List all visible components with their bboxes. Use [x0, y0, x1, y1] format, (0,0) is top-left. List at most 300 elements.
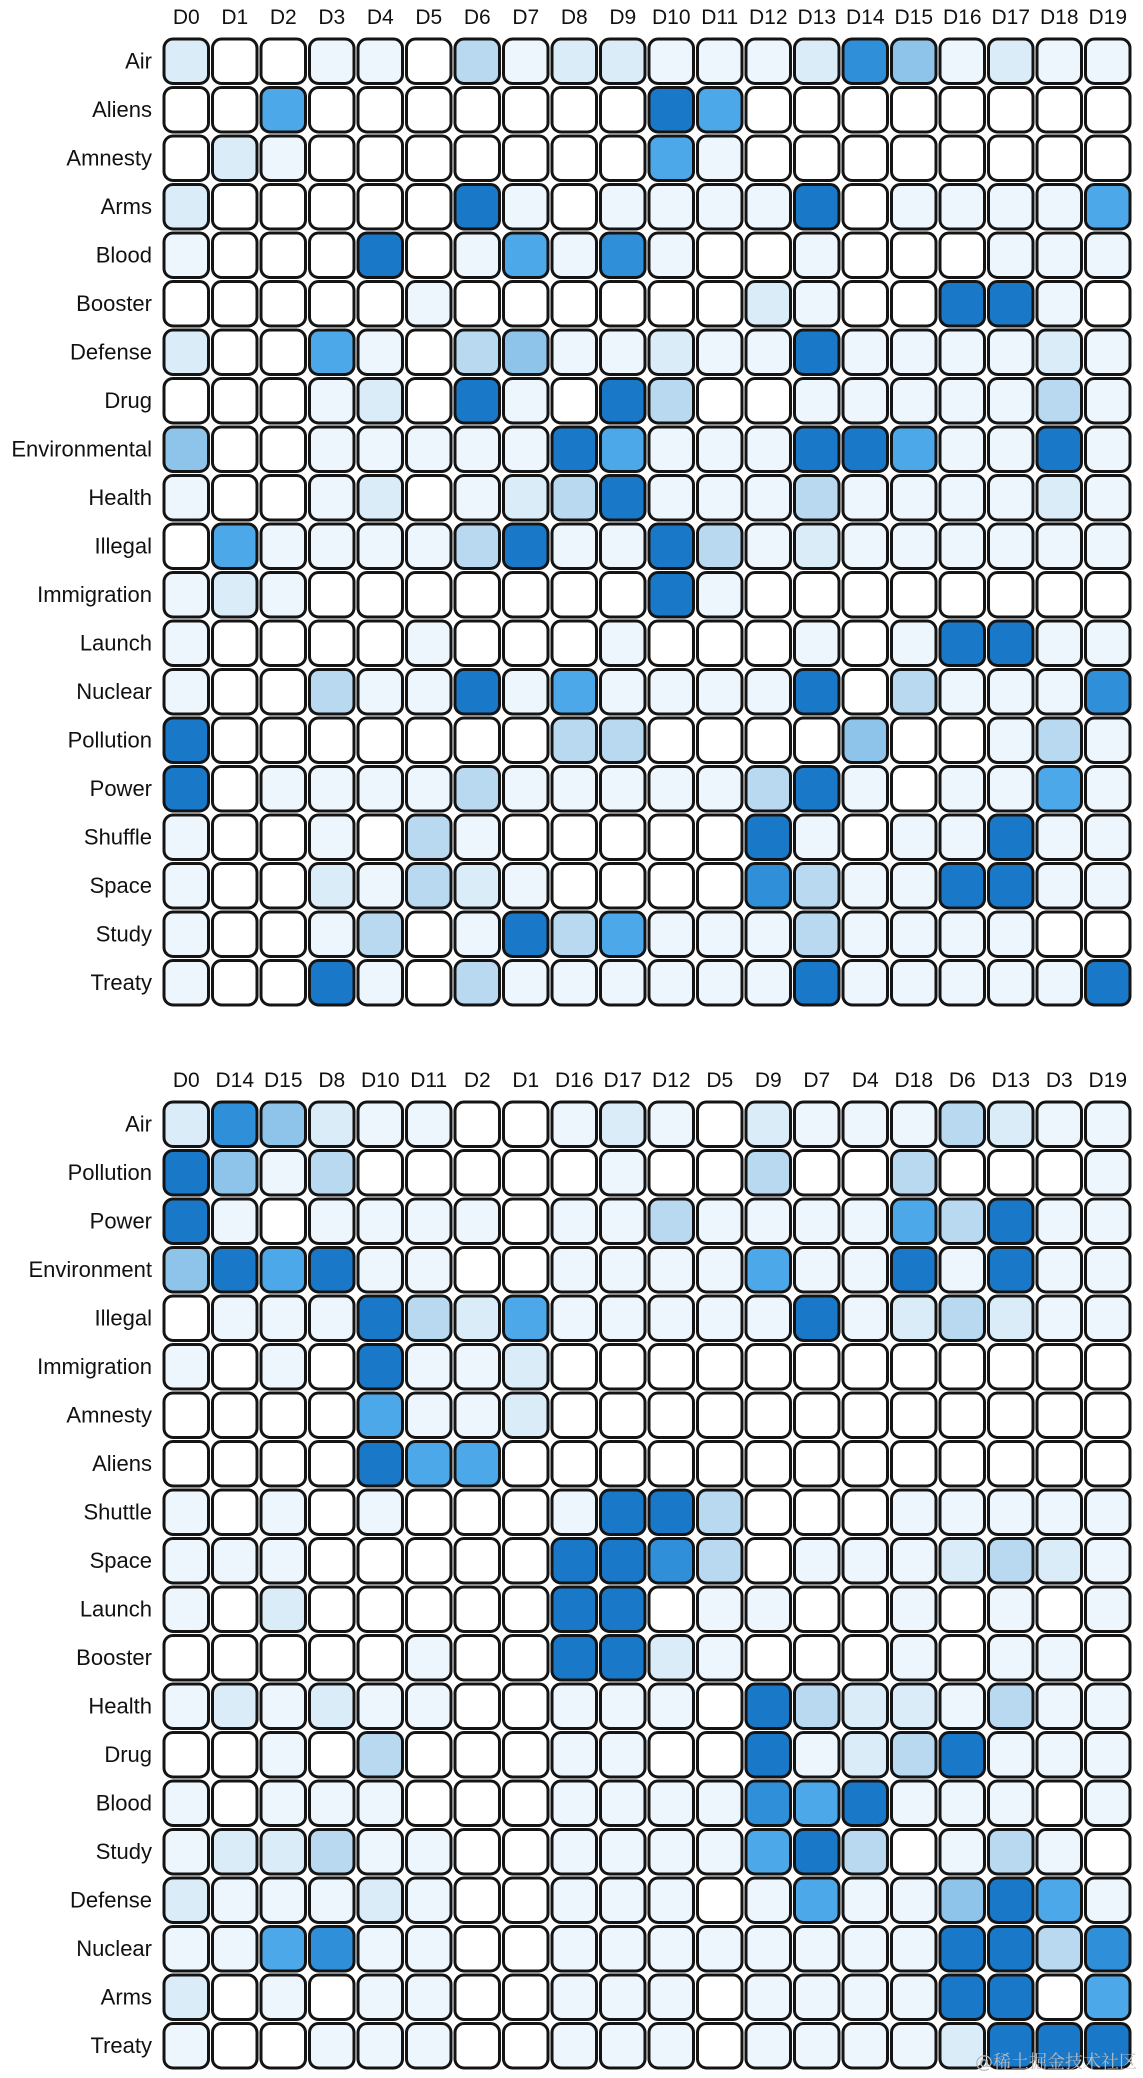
heatmap-cell	[989, 1345, 1034, 1390]
heatmap-cell	[746, 330, 791, 375]
row-label: Treaty	[90, 969, 152, 995]
heatmap-cell	[698, 1781, 743, 1826]
heatmap-cell	[455, 1248, 500, 1293]
heatmap-cell	[989, 185, 1034, 230]
heatmap-cell	[795, 912, 840, 957]
column-label: D16	[942, 6, 982, 29]
heatmap-cell	[795, 1199, 840, 1244]
heatmap-cell	[261, 1393, 306, 1438]
heatmap-cell	[892, 621, 937, 666]
column-label: D5	[415, 6, 443, 29]
heatmap-cell	[552, 1927, 597, 1972]
heatmap-cell	[843, 912, 888, 957]
heatmap-cell	[552, 1490, 597, 1535]
heatmap-cell	[601, 912, 646, 957]
heatmap-cell	[455, 1151, 500, 1196]
heatmap-cell	[843, 767, 888, 812]
heatmap-cell	[1086, 1684, 1131, 1729]
heatmap-cell	[601, 1830, 646, 1875]
heatmap-cell	[213, 88, 258, 133]
heatmap-cell	[407, 88, 452, 133]
heatmap-cell	[164, 1102, 209, 1147]
heatmap-cell	[940, 524, 985, 569]
heatmap-cell	[1037, 1539, 1082, 1584]
row-label: Amnesty	[66, 1402, 152, 1428]
heatmap-cell	[649, 88, 694, 133]
heatmap-cell	[795, 1296, 840, 1341]
row-label: Space	[89, 872, 152, 898]
heatmap-cell	[601, 524, 646, 569]
heatmap-cell	[552, 1684, 597, 1729]
heatmap-cell	[552, 961, 597, 1006]
heatmap-cell	[213, 1830, 258, 1875]
heatmap-cell	[261, 1539, 306, 1584]
row-label: Nuclear	[76, 1935, 152, 1961]
heatmap-cell	[310, 1490, 355, 1535]
heatmap-cell	[407, 670, 452, 715]
heatmap-cell	[601, 39, 646, 84]
column-label: D2	[463, 1069, 491, 1092]
column-label: D17	[991, 6, 1031, 29]
heatmap-cell	[698, 1442, 743, 1487]
column-label: D3	[1045, 1069, 1073, 1092]
heatmap-cell	[552, 718, 597, 763]
heatmap-cell	[1086, 1345, 1131, 1390]
heatmap-cell	[1086, 1102, 1131, 1147]
heatmap-cell	[989, 1636, 1034, 1681]
heatmap-cell	[940, 1587, 985, 1632]
heatmap-cell	[698, 2024, 743, 2069]
heatmap-cell	[649, 233, 694, 278]
heatmap-cell	[164, 88, 209, 133]
heatmap-cell	[698, 912, 743, 957]
heatmap-cell	[455, 1878, 500, 1923]
heatmap-cell	[1086, 1733, 1131, 1778]
heatmap-cell	[1037, 1490, 1082, 1535]
heatmap-cell	[940, 1248, 985, 1293]
heatmap-cell	[601, 1248, 646, 1293]
heatmap-cell	[649, 185, 694, 230]
heatmap-cell	[164, 961, 209, 1006]
heatmap-cell	[261, 379, 306, 424]
heatmap-cell	[407, 330, 452, 375]
heatmap-cell	[698, 1151, 743, 1196]
row-label: Nuclear	[76, 678, 152, 704]
heatmap-cell	[940, 427, 985, 472]
heatmap-cell	[989, 39, 1034, 84]
heatmap-cell	[1086, 670, 1131, 715]
heatmap-cell	[455, 282, 500, 327]
heatmap-cell	[164, 1345, 209, 1390]
heatmap-cell	[213, 1684, 258, 1729]
row-label: Arms	[100, 1984, 152, 2010]
heatmap-cell	[213, 767, 258, 812]
heatmap-cell	[1037, 185, 1082, 230]
column-label: D3	[318, 6, 346, 29]
heatmap-cell	[552, 1296, 597, 1341]
heatmap-cell	[164, 330, 209, 375]
heatmap-cell	[795, 427, 840, 472]
heatmap-cell	[698, 1975, 743, 2020]
heatmap-cell	[601, 427, 646, 472]
row-label: Drug	[104, 1741, 152, 1767]
heatmap-cell	[213, 670, 258, 715]
heatmap-cell	[407, 1490, 452, 1535]
row-label: Immigration	[37, 1353, 152, 1379]
heatmap-cell	[310, 476, 355, 521]
heatmap-cell	[601, 1296, 646, 1341]
heatmap-cell	[164, 1539, 209, 1584]
heatmap-cell	[940, 233, 985, 278]
watermark: @稀土掘金技术社区	[975, 2052, 1137, 2073]
heatmap-cell	[892, 1781, 937, 1826]
heatmap-cell	[649, 476, 694, 521]
heatmap-cell	[358, 1878, 403, 1923]
heatmap-cell	[358, 1296, 403, 1341]
heatmap-cell	[164, 1393, 209, 1438]
heatmap-cell	[843, 1878, 888, 1923]
heatmap-cell	[989, 1442, 1034, 1487]
heatmap-cell	[746, 88, 791, 133]
column-label: D15	[894, 6, 934, 29]
heatmap-cell	[601, 1587, 646, 1632]
heatmap-cell	[746, 1636, 791, 1681]
heatmap-cell	[1086, 621, 1131, 666]
heatmap-cell	[1037, 670, 1082, 715]
heatmap-cell	[455, 1490, 500, 1535]
heatmap-cell	[601, 815, 646, 860]
heatmap-cell	[989, 767, 1034, 812]
heatmap-cell	[843, 1636, 888, 1681]
heatmap-cell	[310, 1393, 355, 1438]
row-label: Immigration	[37, 581, 152, 607]
row-label: Health	[88, 484, 152, 510]
heatmap-cell	[261, 2024, 306, 2069]
heatmap-cell	[164, 1878, 209, 1923]
heatmap-cell	[213, 330, 258, 375]
heatmap-cell	[504, 233, 549, 278]
heatmap-cell	[552, 233, 597, 278]
heatmap-cell	[407, 282, 452, 327]
heatmap-cell	[504, 1781, 549, 1826]
heatmap-cell	[795, 330, 840, 375]
heatmap-cell	[504, 330, 549, 375]
heatmap-cell	[1037, 524, 1082, 569]
heatmap-cell	[504, 379, 549, 424]
heatmap-cell	[649, 1199, 694, 1244]
heatmap-bottom	[28, 1069, 1130, 2068]
heatmap-cell	[504, 767, 549, 812]
heatmap-cell	[649, 864, 694, 909]
heatmap-cell	[164, 864, 209, 909]
heatmap-cell	[358, 39, 403, 84]
heatmap-cell	[989, 1102, 1034, 1147]
heatmap-cell	[164, 670, 209, 715]
heatmap-cell	[164, 1151, 209, 1196]
heatmap-cell	[989, 912, 1034, 957]
heatmap-cell	[310, 1684, 355, 1729]
heatmap-cell	[164, 1830, 209, 1875]
heatmap-cell	[1086, 1878, 1131, 1923]
row-label: Pollution	[67, 727, 152, 753]
row-label: Pollution	[67, 1159, 152, 1185]
heatmap-cell	[746, 2024, 791, 2069]
heatmap-cell	[407, 476, 452, 521]
heatmap-cell	[213, 1199, 258, 1244]
heatmap-cell	[213, 864, 258, 909]
heatmap-cell	[455, 1927, 500, 1972]
heatmap-cell	[261, 1927, 306, 1972]
heatmap-cell	[455, 330, 500, 375]
heatmap-cell	[552, 282, 597, 327]
heatmap-cell	[892, 476, 937, 521]
heatmap-cell	[698, 670, 743, 715]
heatmap-cell	[310, 961, 355, 1006]
heatmap-cell	[504, 1490, 549, 1535]
heatmap-cell	[504, 185, 549, 230]
heatmap-cell	[261, 1199, 306, 1244]
heatmap-cell	[164, 185, 209, 230]
heatmap-cell	[795, 767, 840, 812]
heatmap-cell	[213, 1151, 258, 1196]
heatmap-cell	[892, 670, 937, 715]
heatmap-cell	[795, 718, 840, 763]
heatmap-cell	[940, 379, 985, 424]
heatmap-cell	[552, 1151, 597, 1196]
heatmap-cell	[310, 524, 355, 569]
column-label: D13	[991, 1069, 1031, 1092]
heatmap-cell	[552, 88, 597, 133]
heatmap-cell	[504, 1636, 549, 1681]
heatmap-cell	[989, 282, 1034, 327]
column-label: D8	[560, 6, 588, 29]
heatmap-cell	[649, 39, 694, 84]
heatmap-cell	[649, 1345, 694, 1390]
heatmap-cell	[407, 1296, 452, 1341]
heatmap-cell	[407, 39, 452, 84]
heatmap-cell	[601, 621, 646, 666]
heatmap-cell	[649, 2024, 694, 2069]
heatmap-cell	[698, 1636, 743, 1681]
heatmap-cell	[601, 1539, 646, 1584]
heatmap-cell	[698, 815, 743, 860]
heatmap-cell	[940, 1151, 985, 1196]
heatmap-cell	[746, 476, 791, 521]
row-label: Environment	[28, 1256, 152, 1282]
heatmap-cell	[843, 1684, 888, 1729]
heatmap-cell	[504, 1442, 549, 1487]
heatmap-cell	[213, 1345, 258, 1390]
heatmap-cell	[843, 1151, 888, 1196]
heatmap-cell	[310, 573, 355, 618]
heatmap-cell	[552, 1878, 597, 1923]
column-label: D18	[894, 1069, 934, 1092]
heatmap-cell	[1037, 476, 1082, 521]
heatmap-cell	[1086, 1587, 1131, 1632]
heatmap-cell	[989, 1733, 1034, 1778]
heatmap-cell	[1037, 912, 1082, 957]
heatmap-cell	[164, 621, 209, 666]
heatmap-cell	[698, 1490, 743, 1535]
heatmap-cell	[698, 1684, 743, 1729]
heatmap-cell	[746, 767, 791, 812]
heatmap-cell	[455, 1830, 500, 1875]
heatmap-cell	[164, 1199, 209, 1244]
heatmap-cell	[1037, 39, 1082, 84]
heatmap-cell	[649, 1442, 694, 1487]
heatmap-cell	[552, 1587, 597, 1632]
heatmap-cell	[358, 2024, 403, 2069]
heatmap-cell	[358, 330, 403, 375]
heatmap-cell	[1037, 718, 1082, 763]
column-label: D1	[512, 1069, 540, 1092]
heatmap-cell	[1037, 573, 1082, 618]
heatmap-cell	[892, 573, 937, 618]
heatmap-cell	[455, 1733, 500, 1778]
heatmap-cell	[407, 912, 452, 957]
heatmap-cell	[649, 1878, 694, 1923]
heatmap-cell	[310, 330, 355, 375]
heatmap-cell	[698, 961, 743, 1006]
heatmap-cell	[649, 136, 694, 181]
heatmap-cell	[843, 1442, 888, 1487]
heatmap-cell	[310, 864, 355, 909]
heatmap-cell	[649, 1151, 694, 1196]
heatmap-cell	[407, 1830, 452, 1875]
heatmap-cell	[795, 2024, 840, 2069]
heatmap-cell	[1086, 1927, 1131, 1972]
heatmap-cell	[698, 282, 743, 327]
heatmap-cell	[504, 39, 549, 84]
heatmap-cell	[746, 39, 791, 84]
heatmap-cell	[601, 476, 646, 521]
heatmap-cell	[746, 621, 791, 666]
heatmap-cell	[746, 1345, 791, 1390]
heatmap-cell	[795, 136, 840, 181]
heatmap-cell	[213, 1490, 258, 1535]
heatmap-cell	[843, 1296, 888, 1341]
heatmap-cell	[940, 1102, 985, 1147]
heatmap-cell	[1086, 136, 1131, 181]
heatmap-cell	[455, 767, 500, 812]
row-label: Blood	[95, 242, 152, 268]
heatmap-cell	[940, 670, 985, 715]
heatmap-cell	[698, 427, 743, 472]
heatmap-cell	[843, 1830, 888, 1875]
heatmap-cell	[698, 1199, 743, 1244]
heatmap-cell	[213, 136, 258, 181]
heatmap-cell	[504, 1830, 549, 1875]
heatmap-cell	[601, 1442, 646, 1487]
heatmap-cell	[164, 1442, 209, 1487]
column-label: D13	[797, 6, 837, 29]
heatmap-cell	[1037, 864, 1082, 909]
heatmap-cell	[940, 185, 985, 230]
heatmap-cell	[407, 1636, 452, 1681]
heatmap-cell	[989, 961, 1034, 1006]
column-label: D5	[706, 1069, 734, 1092]
heatmap-cell	[892, 136, 937, 181]
heatmap-cell	[164, 1587, 209, 1632]
heatmap-cell	[1086, 1296, 1131, 1341]
heatmap-cell	[407, 864, 452, 909]
heatmap-cell	[698, 476, 743, 521]
heatmap-cell	[358, 912, 403, 957]
heatmap-cell	[310, 815, 355, 860]
heatmap-cell	[213, 1733, 258, 1778]
heatmap-cell	[504, 1733, 549, 1778]
heatmap-cell	[164, 2024, 209, 2069]
heatmap-cell	[407, 379, 452, 424]
heatmap-cell	[261, 136, 306, 181]
heatmap-cell	[746, 1927, 791, 1972]
heatmap-cell	[310, 185, 355, 230]
heatmap-cell	[1086, 864, 1131, 909]
row-label: Illegal	[94, 1305, 152, 1331]
heatmap-cell	[795, 1684, 840, 1729]
heatmap-cell	[455, 1781, 500, 1826]
column-label: D16	[554, 1069, 594, 1092]
heatmap-cell	[261, 767, 306, 812]
column-label: D4	[366, 6, 394, 29]
column-label: D17	[603, 1069, 643, 1092]
heatmap-cell	[892, 1587, 937, 1632]
heatmap-cell	[213, 1975, 258, 2020]
column-label: D14	[845, 6, 885, 29]
heatmap-cell	[843, 573, 888, 618]
heatmap-cell	[601, 961, 646, 1006]
heatmap-cell	[940, 1781, 985, 1826]
heatmap-cell	[164, 1296, 209, 1341]
heatmap-cell	[213, 1587, 258, 1632]
heatmap-cell	[310, 1345, 355, 1390]
heatmap-cell	[892, 767, 937, 812]
heatmap-cell	[795, 1636, 840, 1681]
heatmap-cell	[358, 718, 403, 763]
heatmap-cell	[213, 1393, 258, 1438]
heatmap-cell	[698, 1345, 743, 1390]
heatmap-cell	[1086, 379, 1131, 424]
heatmap-cell	[1037, 1248, 1082, 1293]
heatmap-cell	[504, 1345, 549, 1390]
heatmap-cell	[698, 718, 743, 763]
heatmap-cell	[843, 233, 888, 278]
heatmap-cell	[698, 767, 743, 812]
heatmap-cell	[746, 1830, 791, 1875]
heatmap-cell	[843, 1345, 888, 1390]
heatmap-cell	[407, 1393, 452, 1438]
heatmap-cell	[358, 88, 403, 133]
heatmap-cell	[1086, 1151, 1131, 1196]
heatmap-cell	[358, 573, 403, 618]
heatmap-cell	[358, 136, 403, 181]
heatmap-cell	[358, 1393, 403, 1438]
heatmap-cell	[892, 1199, 937, 1244]
heatmap-cell	[407, 1248, 452, 1293]
heatmap-cell	[504, 1199, 549, 1244]
heatmap-cell	[164, 136, 209, 181]
row-label: Air	[125, 1111, 152, 1137]
heatmap-cell	[843, 1102, 888, 1147]
heatmap-cell	[455, 670, 500, 715]
heatmap-cell	[358, 1442, 403, 1487]
heatmap-cell	[843, 136, 888, 181]
heatmap-cell	[455, 1636, 500, 1681]
heatmap-cell	[504, 1248, 549, 1293]
heatmap-cell	[892, 1248, 937, 1293]
heatmap-cell	[1037, 1636, 1082, 1681]
heatmap-cell	[746, 573, 791, 618]
